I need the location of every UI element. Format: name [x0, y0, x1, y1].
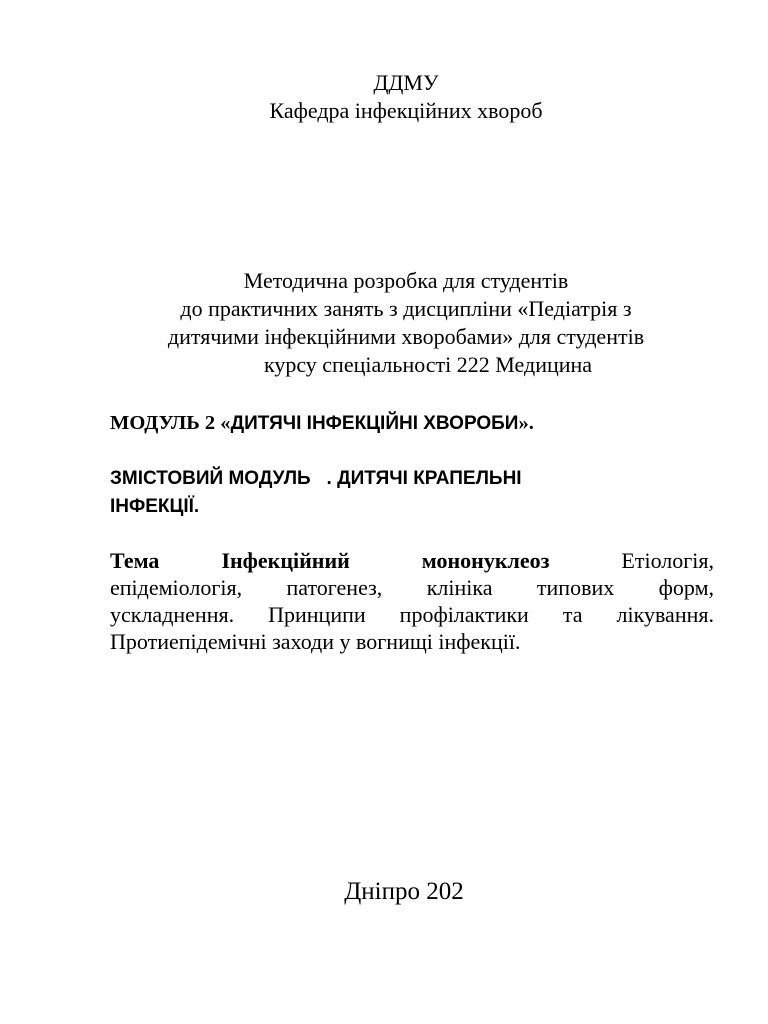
title-line-3: дитячими інфекційними хворобами» для студентів — [167, 324, 645, 349]
content-module-line-1: ЗМІСТОВИЙ МОДУЛЬ . ДИТЯЧІ КРАПЕЛЬНІ — [110, 468, 522, 489]
module-suffix: ». — [518, 412, 534, 434]
module-name: ДИТЯЧІ ІНФЕКЦІЙНІ ХВОРОБИ — [230, 413, 519, 434]
topic-line-1 — [110, 547, 714, 574]
city-year: Дніпро 202 — [344, 878, 464, 905]
university-name: ДДМУ — [373, 70, 439, 95]
content-module-line-2: ІНФЕКЦІЇ. — [110, 496, 200, 517]
department-name: Кафедра інфекційних хвороб — [269, 98, 543, 123]
topic-paragraph — [110, 547, 714, 655]
module-heading — [110, 409, 714, 438]
topic-label: Тема — [110, 548, 160, 573]
content-module-heading — [110, 465, 714, 521]
topic-line-2: епідеміологія, патогенез, клініка типових форм, — [110, 575, 714, 600]
title-line-1: Методична розробка для студентів — [243, 268, 569, 293]
topic-line-4: Протиепідемічні заходи у вогнищі інфекції. — [110, 629, 521, 654]
topic-line-3: ускладнення. Принципи профілактики та лікування. — [110, 602, 714, 627]
topic-title: Інфекційний мононуклеоз — [221, 548, 550, 573]
title-line-2: до практичних занять з дисципліни «Педіатрія з — [180, 296, 632, 321]
topic-line-1-rest: Етіологія, — [621, 548, 715, 573]
title-line-4: курсу спеціальності 222 Медицина — [263, 352, 593, 377]
module-prefix: МОДУЛЬ 2 « — [110, 412, 231, 434]
